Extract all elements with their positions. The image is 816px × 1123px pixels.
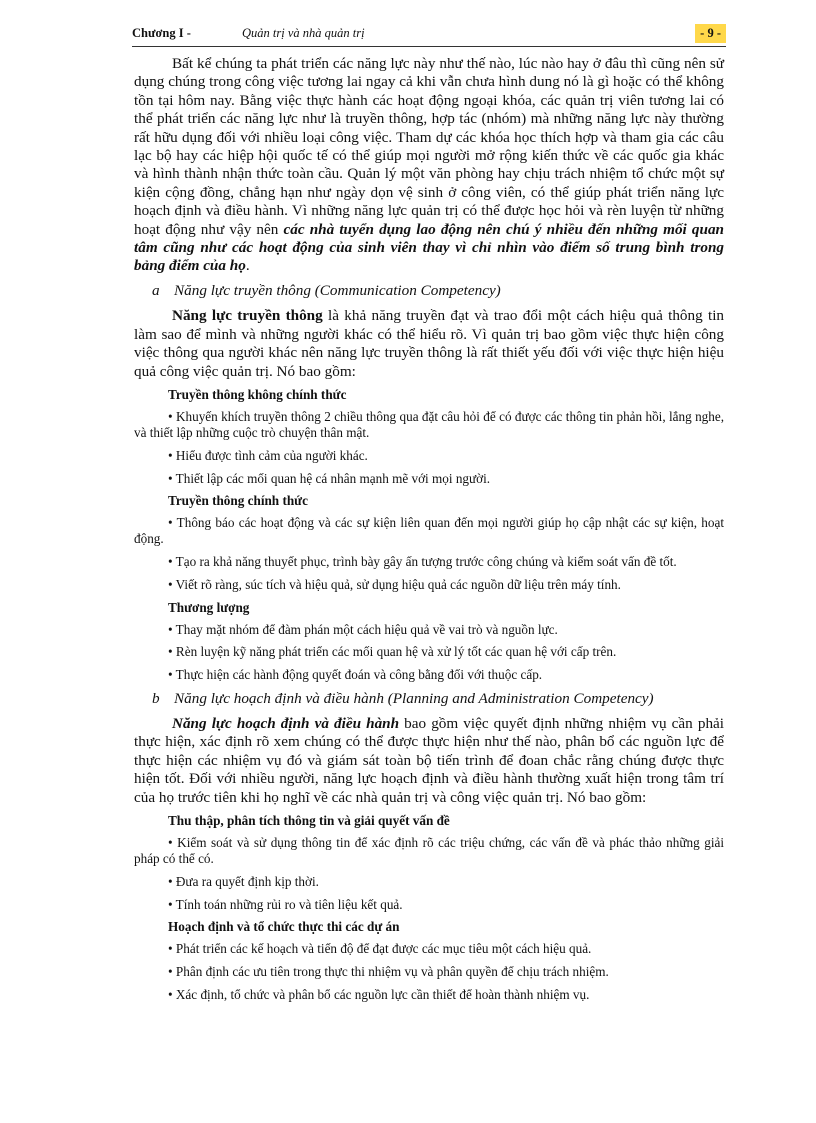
section-b-lead-term: Năng lực hoạch định và điều hành <box>172 715 400 733</box>
subheading-informal: Truyền thông không chính thức <box>168 386 347 402</box>
intro-text: Bất kể chúng ta phát triển các năng lực này như thế nào, lúc nào hay ở đâu thì cũng nên sử dụng chúng trong công việc tương lai ngay cả khi vẫn chưa hình dung nó là gì hoặc có thể không tồn tại hôm nay. Bằng việc thực hành các hoạt động ngoại khóa, các quản trị viên tương lai có thể phát triển các năng lực như là truyền thông, hợp tác (nhóm) mà những năng lực này thường rất hữu dụng đối với nhiều loại công việc. Tham dự các khóa học thích hợp và tham gia các câu lạc bộ hay các hiệp hội quốc tế có thể giúp mọi người mở rộng kiến thức về các quốc gia khác và hình thành nhận thức toàn cầu. Quản lý một văn phòng hay chịu trách nhiệm tổ chức một sự kiện cộng đồng, chẳng hạn như ngày dọn vệ sinh ở công viên, có thể giúp phát triển năng lực hoạch định và điều hành. Vì những năng lực quản trị có thể được học hỏi và rèn luyện từ những hoạt động như vậy nên <box>134 55 724 238</box>
section-b-lead <box>134 715 724 807</box>
list-item: • Hiểu được tình cảm của người khác. <box>168 447 368 463</box>
list-item: • Tạo ra khả năng thuyết phục, trình bày gây ấn tượng trước công chúng và kiểm soát vấn đề tốt. <box>168 554 677 570</box>
page-number: - 9 - <box>695 24 726 43</box>
intro-end: . <box>245 257 250 275</box>
section-b-title: Năng lực hoạch định và điều hành (Planning and Administration Competency) <box>174 689 654 707</box>
section-a-letter: a <box>152 281 160 299</box>
list-item: • Khuyến khích truyền thông 2 chiều thông qua đặt câu hỏi để có được các thông tin phản hồi, lắng nghe, và thiết lập những cuộc trò chuyện thân mật. <box>134 408 724 441</box>
section-a-heading <box>134 282 724 300</box>
section-b-heading <box>134 690 724 708</box>
list-item: • Tính toán những rủi ro và tiên liệu kết quả. <box>168 896 403 912</box>
list-item: • Thực hiện các hành động quyết đoán và công bằng đối với thuộc cấp. <box>168 666 543 682</box>
section-a-lead-term: Năng lực truyền thông <box>172 307 323 325</box>
list-item: • Thông báo các hoạt động và các sự kiện liên quan đến mọi người giúp họ cập nhật các sự kiện, hoạt động. <box>134 515 724 547</box>
list-item: • Thay mặt nhóm để đàm phán một cách hiệu quả về vai trò và nguồn lực. <box>168 621 558 637</box>
section-a-lead <box>134 307 724 381</box>
subheading-planning: Hoạch định và tổ chức thực thi các dự án <box>168 919 400 935</box>
list-item: • Viết rõ ràng, súc tích và hiệu quả, sử dụng hiệu quả các nguồn dữ liệu trên máy tính. <box>168 576 621 592</box>
intro-paragraph <box>134 55 724 276</box>
list-item: • Rèn luyện kỹ năng phát triển các mối quan hệ và xử lý tốt các quan hệ với cấp trên. <box>168 644 617 660</box>
list-item: • Xác định, tổ chức và phân bổ các nguồn lực cần thiết để hoàn thành nhiệm vụ. <box>168 986 590 1002</box>
section-b-letter: b <box>152 689 160 707</box>
list-item: • Đưa ra quyết định kịp thời. <box>168 873 319 889</box>
page-body <box>134 55 724 1010</box>
list-item: • Phân định các ưu tiên trong thực thi nhiệm vụ và phân quyền để chịu trách nhiệm. <box>168 964 609 980</box>
header-rule <box>132 46 726 47</box>
list-item: • Kiểm soát và sử dụng thông tin để xác định rõ các triệu chứng, các vấn đề và phác thảo những giải pháp có thể có. <box>134 835 724 867</box>
list-item: • Phát triển các kế hoạch và tiến độ để đạt được các mục tiêu một cách hiệu quả. <box>168 941 592 957</box>
chapter-label: Chương I - <box>132 26 191 40</box>
page-header <box>132 24 726 44</box>
section-a-lead-text: là khả năng truyền đạt và trao đổi một cách hiệu quả thông tin làm sao để mình và những người khác có thể hiểu rõ. Vì quản trị bao gồm việc thực hiện công việc thông qua người khác nên năng lực truyền thông là rất thiết yếu đối với việc thực hiện hiệu quả công việc quản trị. Nó bao gồm: <box>134 307 725 380</box>
chapter-title: Quản trị và nhà quản trị <box>242 26 365 40</box>
subheading-negotiation: Thương lượng <box>168 599 250 615</box>
subheading-formal: Truyền thông chính thức <box>168 493 308 509</box>
list-item: • Thiết lập các mối quan hệ cá nhân mạnh mẽ với mọi người. <box>168 470 491 486</box>
subheading-information: Thu thập, phân tích thông tin và giải quyết vấn đề <box>168 813 450 829</box>
section-b-lead-text: bao gồm việc quyết định những nhiệm vụ cần phải thực hiện, xác định rõ xem chúng có thể được thực hiện như thế nào, phân bổ các nguồn lực để thực hiện các nhiệm vụ đó và giám sát toàn bộ tiến trình để đoan chắc rằng chúng được thực hiện tốt. Đối với nhiều người, năng lực hoạch định và điều hành thường xuất hiện trong tâm trí của họ trước tiên khi họ nghĩ về các nhà quản trị và công việc quản trị. Nó bao gồm: <box>134 715 724 806</box>
intro-emphasis: các nhà tuyển dụng lao động nên chú ý nhiều đến những mối quan tâm cũng như các hoạt động của sinh viên thay vì chỉ nhìn vào điểm số trung bình trong bảng điểm của họ <box>134 220 724 275</box>
section-a-title: Năng lực truyền thông (Communication Competency) <box>174 281 501 299</box>
